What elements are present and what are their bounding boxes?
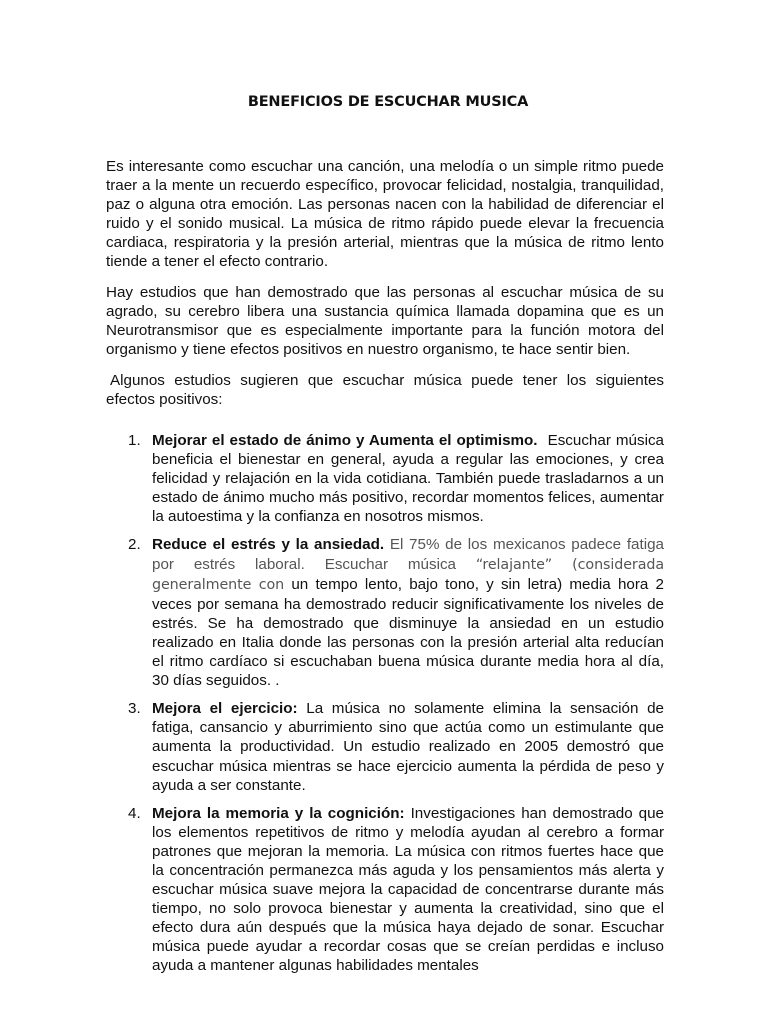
list-item — [128, 804, 664, 976]
list-item-text: un tempo lento, bajo tono, y sin letra) media hora 2 veces por semana ha demostrado reducir significativamente los niveles de estrés. Se ha demostrado que disminuye la ansiedad en un estudio realizado en Italia donde las personas con la presión arterial alta reducían el ritmo cardíaco si escuchaban buena música durante media hora al día, 30 días seguidos. . — [152, 575, 665, 690]
document-page — [106, 94, 664, 985]
list-item-quoted-text: “relajante” (considerada generalmente con — [152, 556, 664, 593]
dopamine-paragraph: Hay estudios que han demostrado que las personas al escuchar música de su agrado, su cerebro libera una sustancia química llamada dopamina que es un Neurotransmisor que es especialmente importante para la función motora del organismo y tiene efectos positivos en nuestro organismo, te hace sentir bien. — [106, 284, 664, 358]
list-item-number: 4. — [128, 804, 141, 822]
list-item-number: 2. — [128, 536, 141, 554]
list-item-text: Escuchar música beneficia el bienestar en general, ayuda a regular las emociones, y crea felicidad y relajación en la vida cotidiana. También puede trasladarnos a un estado de ánimo mucho más positivo, recordar momentos felices, aumentar la autoestima y la confianza en nosotros mismos. — [152, 432, 664, 526]
list-item-grey-text: El 75% de los mexicanos padece fatiga por estrés laboral. Escuchar música — [152, 536, 664, 573]
list-item-text: Investigaciones han demostrado que los elementos repetitivos de ritmo y melodía ayudan al cerebro a formar patrones que mejoran la memoria. La música con ritmos fuertes hace que la concentración permanezca más aguda y los pensamientos más alerta y escuchar música suave mejora la capacidad de concentrarse durante más tiempo, no solo provoca bienestar y aumenta la creatividad, sino que el efecto dura aún después que la música haya dejado de sonar. Escuchar música puede ayudar a recordar cosas que se creían perdidas e incluso ayuda a mantener algunas habilidades mentales — [152, 804, 664, 975]
effects-intro-paragraph: Algunos estudios sugieren que escuchar música puede tener los siguientes efectos positivos: — [106, 372, 664, 408]
list-item — [128, 699, 664, 794]
benefits-list — [106, 431, 664, 976]
list-item-text: La música no solamente elimina la sensación de fatiga, cansancio y aburrimiento sino que actúa como un estimulante que aumenta la productividad. Un estudio realizado en 2005 demostró que escuchar música mientras se hace ejercicio aumenta la pérdida de peso y ayuda a ser constante. — [152, 700, 664, 794]
list-item — [128, 535, 665, 690]
intro-paragraph: Es interesante como escuchar una canción, una melodía o un simple ritmo puede traer a la mente un recuerdo específico, provocar felicidad, nostalgia, tranquilidad, paz o alguna otra emoción. Las personas nacen con la habilidad de diferenciar el ruido y el sonido musical. La música de ritmo rápido puede elevar la frecuencia cardiaca, respiratoria y la presión arterial, mientras que la música de ritmo lento tiende a tener el efecto contrario. — [106, 158, 664, 270]
document-title: BENEFICIOS DE ESCUCHAR MUSICA — [247, 94, 529, 110]
list-item-heading: Mejora la memoria y la cognición: — [152, 804, 405, 822]
list-item-heading: Mejora el ejercicio: — [152, 700, 298, 718]
list-item — [128, 431, 664, 526]
list-item-number: 3. — [128, 700, 141, 718]
list-item-heading: Reduce el estrés y la ansiedad. — [152, 536, 385, 554]
list-item-heading: Mejorar el estado de ánimo y Aumenta el optimismo. — [152, 432, 538, 449]
list-item-number: 1. — [128, 432, 141, 449]
